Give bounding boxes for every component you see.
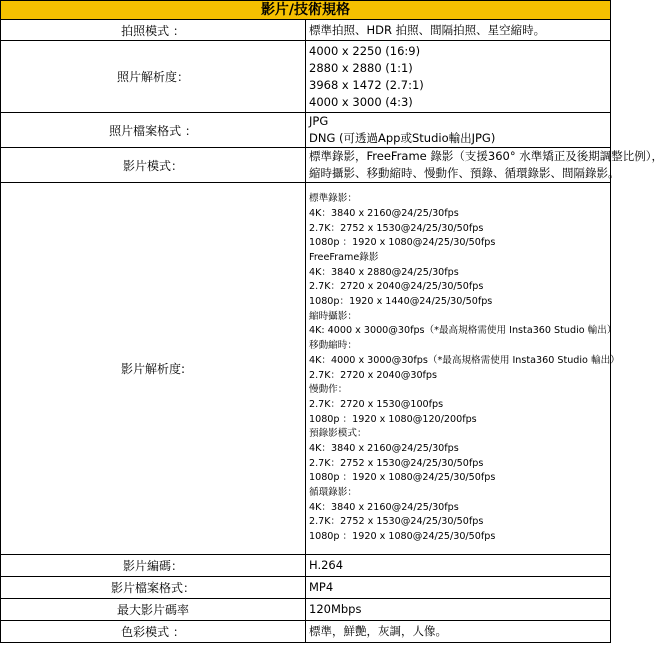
video-res-line: 2.7K：2752 x 1530@24/25/30/50fps (309, 516, 484, 528)
label-video-resolution: 影片解析度: (1, 183, 306, 555)
video-res-line: 2.7K：2752 x 1530@24/25/30/50fps (309, 222, 484, 234)
video-res-line: 2.7K：2720 x 2040@24/25/30/50fps (309, 281, 484, 293)
value-video-mode (306, 148, 663, 183)
row-photo-mode (1, 20, 611, 41)
photo-mode-line: 標準拍照、HDR 拍照、間隔拍照、星空縮時。 (309, 22, 546, 37)
value-max-bitrate (306, 599, 611, 621)
max-bitrate-line: 120Mbps (309, 602, 362, 616)
row-max-bitrate (1, 599, 611, 621)
label-photo-mode: 拍照模式 ： (1, 20, 306, 41)
video-res-line: 4K：3840 x 2880@24/25/30fps (309, 266, 459, 278)
video-res-line: 4K：4000 x 3000@30fps（*最高規格需使用 Insta360 Studio 輸出） (309, 354, 620, 366)
value-photo-mode (306, 20, 611, 41)
video-mode-line: 標準錄影，FreeFrame 錄影（支援360° 水準矯正及後期調整比例）， (309, 149, 663, 163)
video-res-line: 1080p ：1920 x 1080@120/200fps (309, 413, 477, 425)
value-video-codec (306, 555, 611, 577)
label-video-codec: 影片編碼： (1, 555, 306, 577)
label-color-mode: 色彩模式 ： (1, 621, 306, 643)
photo-resolution-line: 4000 x 3000 (4:3) (309, 94, 413, 109)
video-res-line: 1080p：1920 x 1440@24/25/30/50fps (309, 296, 493, 308)
video-codec-line: H.264 (309, 558, 344, 572)
row-photo-resolution (1, 41, 611, 113)
video-res-line: 預錄影模式： (309, 428, 367, 440)
table-title: 影片/技術規格 (1, 1, 611, 20)
row-photo-format (1, 113, 611, 148)
color-mode-line: 標準，鮮艷，灰調，人像。 (309, 624, 447, 638)
label-video-format: 影片檔案格式： (1, 577, 306, 599)
value-video-format (306, 577, 611, 599)
video-res-line: 1080p ：1920 x 1080@24/25/30/50fps (309, 531, 496, 543)
photo-format-line: JPG (309, 114, 329, 128)
video-res-line: 慢動作： (309, 384, 348, 396)
video-res-line: 2.7K：2720 x 1530@100fps (309, 398, 444, 410)
video-res-line: 1080p ：1920 x 1080@24/25/30/50fps (309, 472, 496, 484)
row-video-format (1, 577, 611, 599)
value-photo-resolution (306, 41, 611, 113)
video-res-line: 2.7K：2720 x 2040@30fps (309, 369, 438, 381)
video-res-line: 4K：3840 x 2160@24/25/30fps (309, 442, 459, 454)
video-res-line: 4K：3840 x 2160@24/25/30fps (309, 501, 459, 513)
video-res-line: 4K：3840 x 2160@24/25/30fps (309, 207, 459, 219)
video-res-line: 4K: 4000 x 3000@30fps（*最高規格需使用 Insta360 Studio 輸出） (309, 325, 617, 337)
video-res-line: 標準錄影： (309, 193, 357, 205)
photo-resolution-line: 2880 x 2880 (1:1) (309, 60, 413, 75)
video-res-line: 縮時攝影： (309, 310, 357, 322)
video-res-line: 循環錄影： (309, 487, 357, 498)
video-format-line: MP4 (309, 580, 334, 594)
video-res-line: 2.7K：2752 x 1530@24/25/30/50fps (309, 457, 484, 469)
video-mode-line: 縮時攝影、移動縮時、慢動作、預錄、循環錄影、間隔錄影。 (309, 166, 620, 180)
row-video-codec (1, 555, 611, 577)
row-video-resolution (1, 183, 611, 555)
label-max-bitrate: 最大影片碼率 (1, 599, 306, 621)
video-res-line: 1080p ：1920 x 1080@24/25/30/50fps (309, 237, 496, 249)
photo-resolution-line: 4000 x 2250 (16:9) (309, 43, 421, 58)
photo-resolution-line: 3968 x 1472 (2.7:1) (309, 77, 424, 92)
video-res-line: FreeFrame錄影 (309, 252, 379, 263)
label-video-mode: 影片模式： (1, 148, 306, 183)
video-res-line: 移動縮時： (309, 340, 357, 352)
value-photo-format (306, 113, 611, 148)
photo-format-line: DNG (可透過App或Studio輸出JPG) (309, 131, 496, 145)
label-photo-format: 照片檔案格式 ： (1, 113, 306, 148)
value-video-resolution (306, 183, 620, 555)
row-color-mode (1, 621, 611, 643)
title-row (1, 1, 611, 20)
value-color-mode (306, 621, 611, 643)
row-video-mode (1, 148, 611, 183)
label-photo-resolution: 照片解析度： (1, 41, 306, 113)
